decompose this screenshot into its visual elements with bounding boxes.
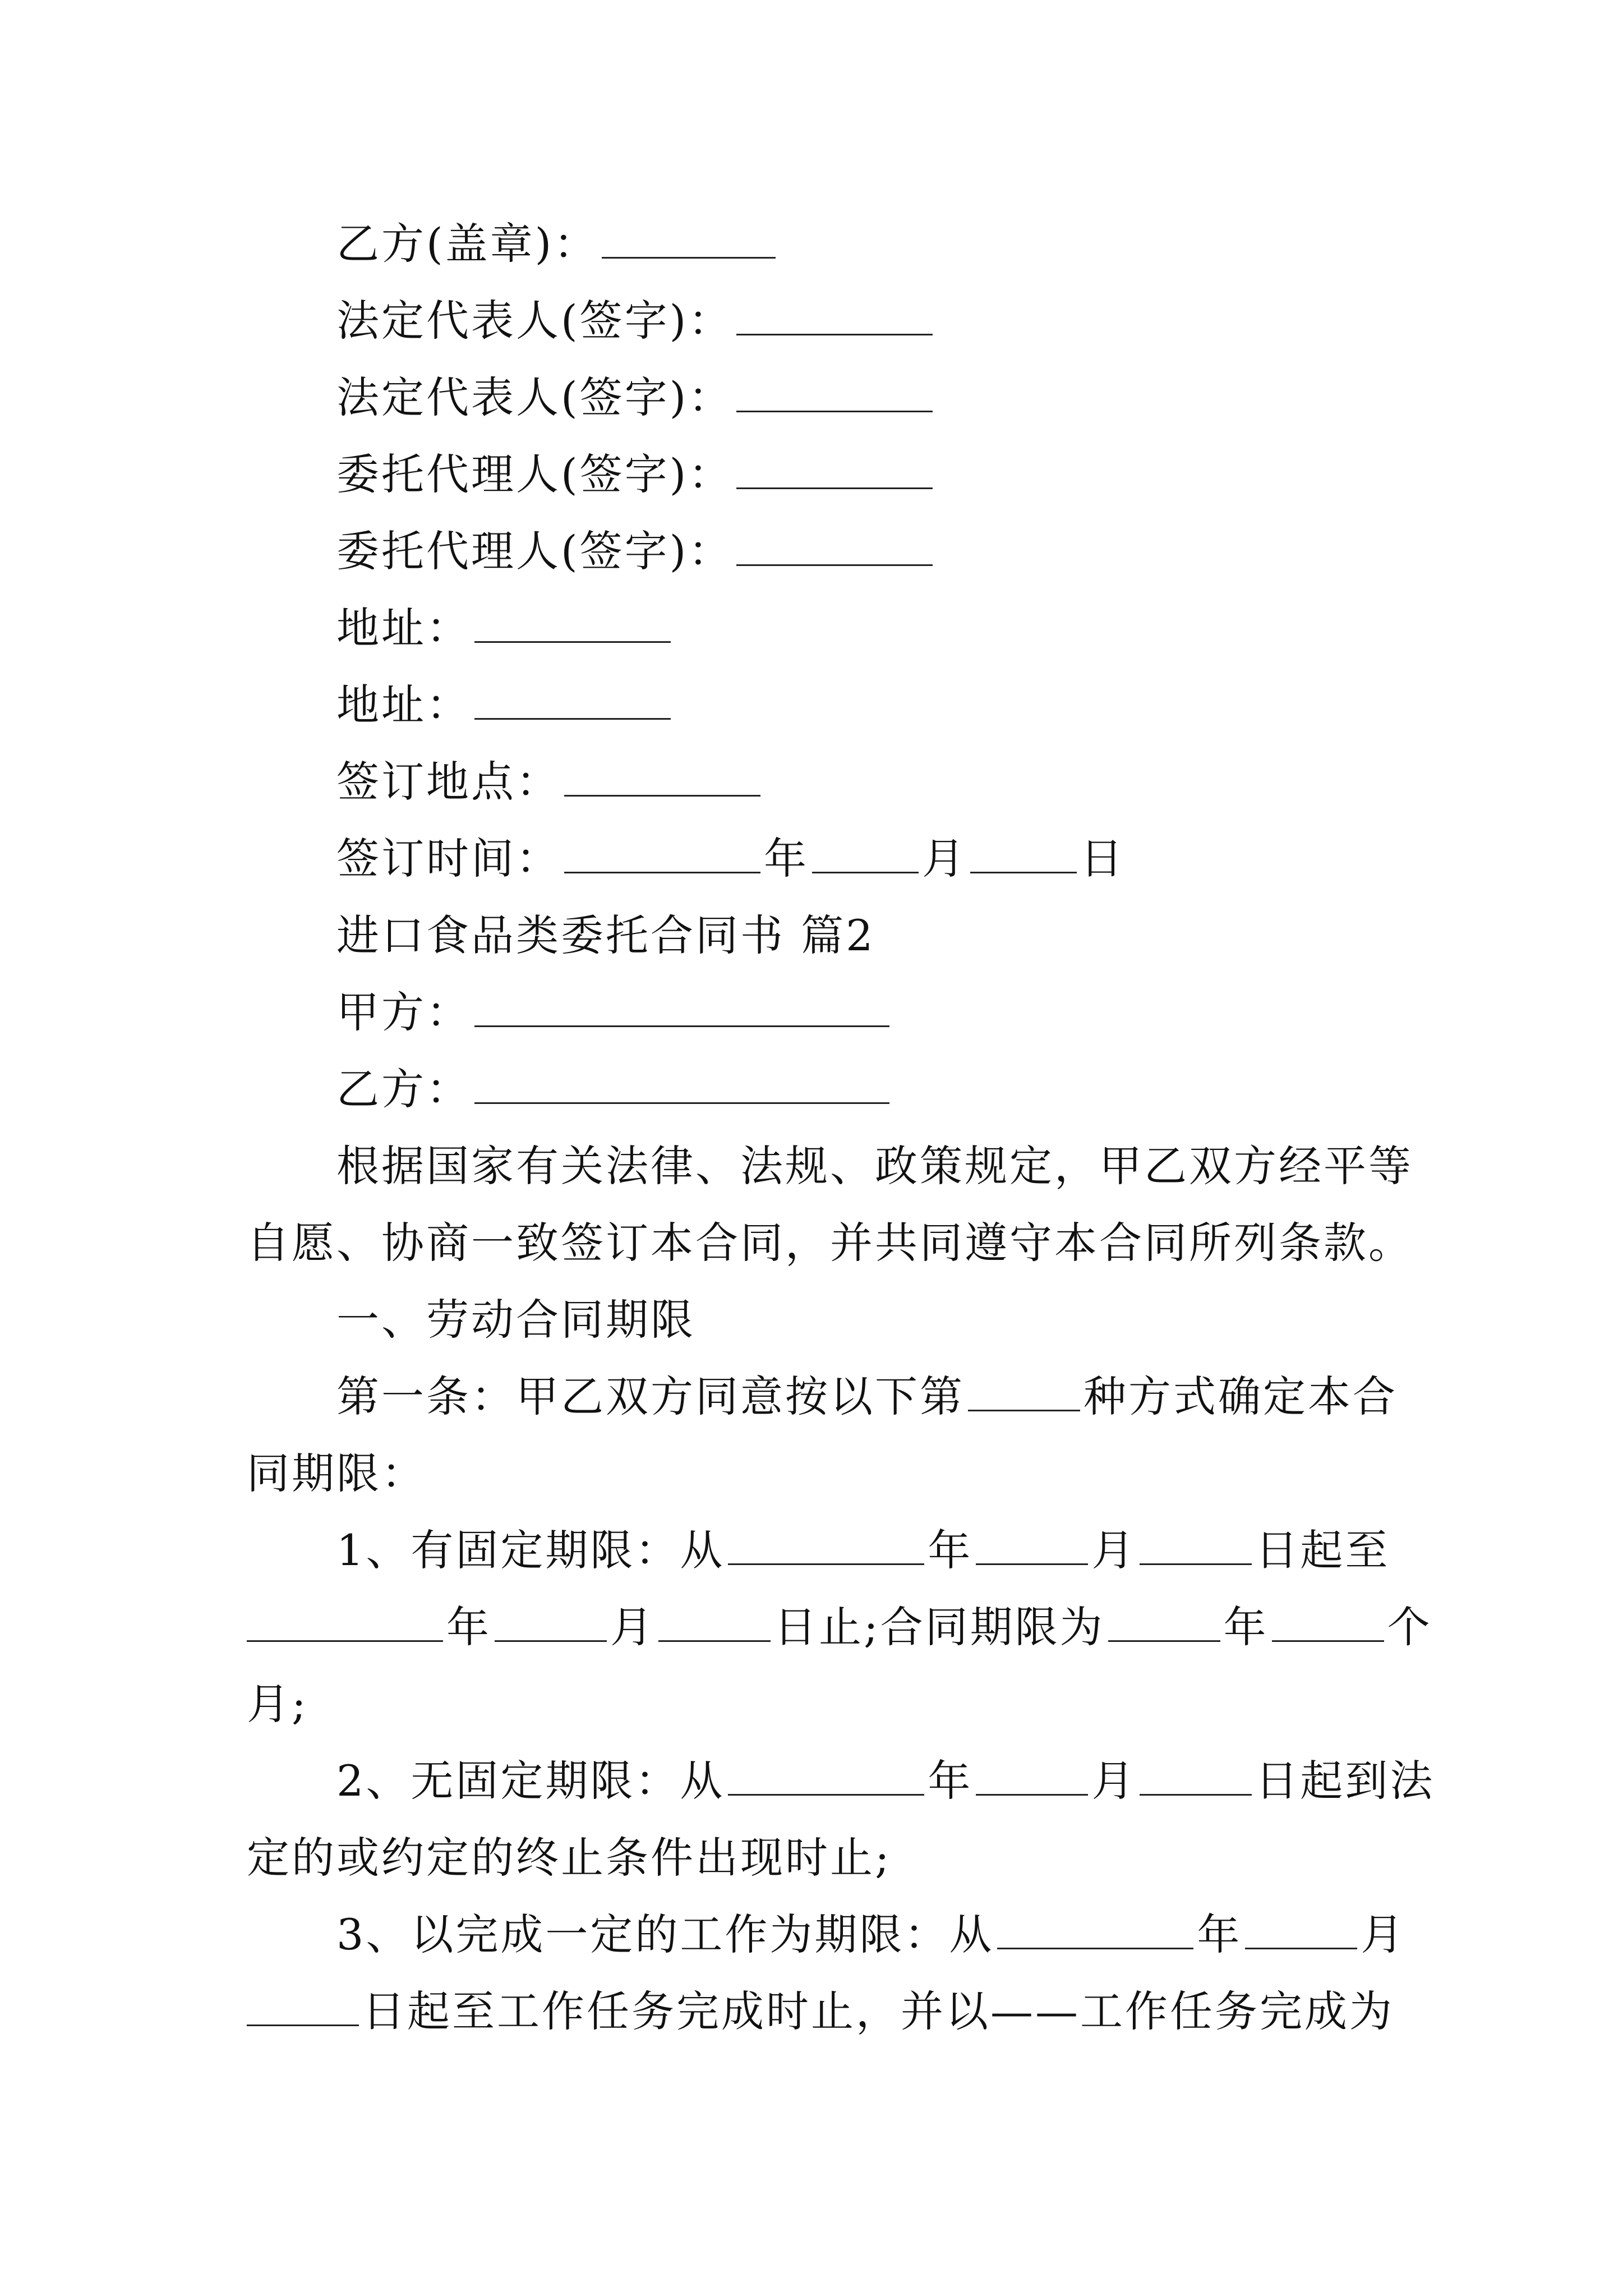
- item-2-text-b: 日起到法: [1255, 1756, 1435, 1806]
- party-b-seal-label: 乙方(盖章)：: [336, 219, 599, 269]
- item-2-month-label: 月: [1091, 1756, 1137, 1806]
- day-label: 日: [1080, 834, 1125, 884]
- agent-label-1: 委托代理人(签字)：: [336, 449, 734, 499]
- item-3-month-blank[interactable]: [1245, 1913, 1357, 1949]
- sign-day-blank[interactable]: [970, 837, 1077, 873]
- address-label-1: 地址：: [336, 603, 471, 653]
- item-1-end-year-blank[interactable]: [247, 1605, 443, 1642]
- year-label: 年: [764, 834, 809, 884]
- item-1-end-month-label: 月: [610, 1602, 655, 1652]
- item-2-day-blank[interactable]: [1140, 1759, 1252, 1796]
- party-b-seal-line: [336, 216, 779, 272]
- address-line-2: [336, 677, 674, 733]
- address-line-1: [336, 600, 674, 656]
- legal-rep-blank-2[interactable]: [736, 376, 933, 412]
- item-1-text-b: 日起至: [1255, 1525, 1390, 1575]
- legal-rep-line-2: [336, 370, 936, 426]
- agent-blank-2[interactable]: [736, 530, 933, 566]
- item-1-line: [336, 1522, 1390, 1579]
- article-1-blank[interactable]: [968, 1375, 1080, 1411]
- agent-label-2: 委托代理人(签字)：: [336, 526, 734, 576]
- sign-place-line: [336, 754, 764, 810]
- item-1-term-month-blank[interactable]: [1272, 1605, 1384, 1642]
- article-1-text-b: 种方式确定本合: [1083, 1372, 1398, 1421]
- item-1-year-label: 年: [928, 1525, 973, 1575]
- item-2-month-blank[interactable]: [976, 1759, 1088, 1796]
- item-3-text-a: 3、以完成一定的工作为期限：从: [336, 1910, 994, 1959]
- agent-blank-1[interactable]: [736, 453, 933, 489]
- item-1-term-year-label: 年: [1223, 1602, 1269, 1652]
- party-a-line: [336, 984, 893, 1041]
- item-3-month-label: 月: [1361, 1910, 1406, 1959]
- sign-time-label: 签订时间：: [336, 834, 561, 884]
- item-2-year-blank[interactable]: [728, 1759, 924, 1796]
- party-b-seal-blank[interactable]: [602, 222, 776, 259]
- item-1-start-year-blank[interactable]: [728, 1529, 924, 1565]
- item-1-text-c: 日止;合同期限为: [774, 1602, 1105, 1652]
- item-1-end-month-blank[interactable]: [495, 1605, 607, 1642]
- article-1-line: [336, 1369, 1398, 1425]
- legal-rep-label-1: 法定代表人(签字)：: [336, 296, 734, 346]
- agent-line-1: [336, 447, 936, 503]
- intro-line-2: [247, 1215, 1413, 1271]
- address-blank-1[interactable]: [474, 606, 671, 643]
- item-3-text-b: 日起至工作任务完成时止，并以——工作任务完成为: [362, 1986, 1394, 2036]
- item-2-line: [336, 1753, 1435, 1809]
- item-2-year-label: 年: [928, 1756, 973, 1806]
- item-2-line-2: [247, 1830, 892, 1886]
- heading-1-text: 一、劳动合同期限: [336, 1295, 695, 1345]
- item-1-start-day-blank[interactable]: [1140, 1529, 1252, 1565]
- party-b-label: 乙方：: [336, 1064, 471, 1114]
- item-2-text-a: 2、无固定期限：从: [336, 1756, 725, 1806]
- party-b-line: [336, 1061, 893, 1117]
- item-1-start-month-blank[interactable]: [976, 1529, 1088, 1565]
- legal-rep-blank-1[interactable]: [736, 299, 933, 335]
- section-title: [336, 908, 875, 964]
- item-1-month-label: 月: [1091, 1525, 1137, 1575]
- item-3-year-label: 年: [1197, 1910, 1242, 1959]
- article-1-text-c: 同期限：: [247, 1448, 426, 1498]
- item-3-line: [336, 1907, 1405, 1963]
- party-a-label: 甲方：: [336, 987, 471, 1037]
- sign-place-blank[interactable]: [564, 760, 760, 797]
- section-title-text: 进口食品类委托合同书 篇2: [336, 910, 875, 960]
- item-2-text-c: 定的或约定的终止条件出现时止;: [247, 1833, 892, 1883]
- address-label-2: 地址：: [336, 680, 471, 730]
- item-1-end-day-blank[interactable]: [658, 1605, 771, 1642]
- party-b-blank[interactable]: [474, 1068, 889, 1104]
- intro-text-2: 自愿、协商一致签订本合同，并共同遵守本合同所列条款。: [247, 1218, 1413, 1268]
- sign-time-line: [336, 831, 1125, 887]
- heading-1: [336, 1292, 695, 1348]
- legal-rep-line-1: [336, 293, 936, 349]
- item-3-year-blank[interactable]: [997, 1913, 1193, 1949]
- legal-rep-label-2: 法定代表人(签字)：: [336, 372, 734, 422]
- item-1-term-year-blank[interactable]: [1108, 1605, 1220, 1642]
- party-a-blank[interactable]: [474, 991, 889, 1027]
- sign-place-label: 签订地点：: [336, 757, 561, 807]
- item-1-text-d: 月;: [247, 1679, 308, 1729]
- article-1-line-2: [247, 1446, 426, 1502]
- item-1-text-a: 1、有固定期限：从: [336, 1525, 725, 1575]
- item-1-term-ge-label: 个: [1387, 1602, 1432, 1652]
- month-label: 月: [922, 834, 967, 884]
- item-1-line-2: [247, 1599, 1432, 1655]
- agent-line-2: [336, 523, 936, 579]
- item-1-end-year-label: 年: [446, 1602, 491, 1652]
- item-3-line-2: [247, 1984, 1394, 2040]
- intro-line-1: [336, 1138, 1413, 1194]
- address-blank-2[interactable]: [474, 683, 671, 720]
- intro-text-1: 根据国家有关法律、法规、政策规定，甲乙双方经平等: [336, 1141, 1413, 1191]
- item-1-line-3: [247, 1676, 308, 1732]
- item-3-day-blank[interactable]: [247, 1990, 359, 2026]
- sign-year-blank[interactable]: [564, 837, 760, 873]
- sign-month-blank[interactable]: [812, 837, 919, 873]
- article-1-text-a: 第一条：甲乙双方同意按以下第: [336, 1372, 965, 1421]
